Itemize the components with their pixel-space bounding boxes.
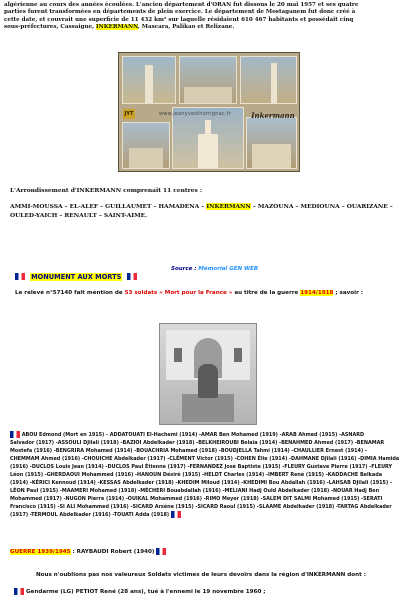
names-line: Salvador (1917) -ASSOULI DJilali (1918) -BAZIOI Abdelkader (1918) -BELKHEIROUBI Belaïa (1914) -BENAHMED Ahmed (1917) -BENAMAR bbox=[10, 440, 385, 447]
postcard-badge: JYT bbox=[124, 111, 134, 117]
postcard-photo-mairie bbox=[246, 117, 297, 169]
intro-text: , Mascara, Palikao et Relizane. bbox=[137, 23, 235, 30]
intro-line: algérienne au cours des années écoulées. L'ancien département d'ORAN fut dissous le 20 mai 1957 et ses quatre bbox=[4, 2, 359, 8]
arrondissement-title: L'Arrondissement d'INKERMANN comprenait 11 centres : bbox=[10, 187, 202, 194]
releve-text: au titre de la guerre bbox=[234, 290, 299, 296]
names-line: Léon (1915) -GHERDAOUI Mohammed (1916) -HANOUN Désiré (1915) -HELDT Charles (1914) -IMBERT René (1915) -KADDACHE Belkada bbox=[10, 472, 383, 479]
names-line: (1914) -KÉRICI Kennoud (1914) -KESSAS Abdelkader (1918) -KHEDIM Miloud (1914) -KHEDIMI Bou Abdallah (1916) -LAHSAB DJilali (1915) - bbox=[10, 480, 392, 487]
intro-paragraph bbox=[4, 2, 409, 31]
releve-text: ; savoir : bbox=[335, 290, 364, 296]
names-text: (1917) -TERMOUL Abdelkader (1916) -TOUATI Adda (1918) bbox=[10, 512, 170, 519]
guerre-1939-label: GUERRE 1939/1945 bbox=[10, 549, 71, 555]
communes-text: AMMI-MOUSSA – EL-ALEF – GUILLAUMET – HAMADENA – bbox=[10, 203, 205, 210]
communes-line: OULED-YAICH – RENAULT – SAINT-AIME. bbox=[10, 211, 148, 219]
french-flag-icon bbox=[14, 588, 24, 595]
postcard-title: Inkermann bbox=[251, 111, 295, 120]
names-line: Mohammed (1917) -NUGON Pierre (1914) -OUIKAL Mohammed (1916) -RIMO Meyer (1918) -SALEM DIT SALMI Mohamed (1915) -SERATI bbox=[10, 496, 383, 503]
names-line: Francisco (1915) -SI ALI Mohammed (1916) -SICARD Arsène (1915) -SICARD Raoul (1915) -SLAAME Abdelkader (1918) -TARTAG Abdelkader bbox=[10, 504, 392, 511]
names-text: ABOU Edmond (Mort en 1915) - ADDATOUATI El-Hachemi (1914) -AMAR Ben Mohamed (1919) -ARAB Ahmed (1915) -ASNARD bbox=[21, 432, 365, 438]
releve-count: 53 soldats bbox=[124, 290, 158, 296]
names-line bbox=[10, 431, 410, 439]
names-line: (1916) -DUCLOS Louis Jean (1914) -DUCLOS Paul Étienne (1917) -FERNANDEZ José Baptiste (1915) -FLEURY Gustave Pierre (1917) -FLEURY bbox=[10, 464, 393, 471]
nous-line: Nous n'oublions pas nos valeureux Soldats victimes de leurs devoirs dans la région d'INKERMANN dont : bbox=[36, 572, 366, 578]
monument-section-header bbox=[15, 266, 410, 281]
intro-line: parties furent transformées en départements de plein exercice. Le département de Mostaganem fut donc créé à bbox=[4, 9, 356, 16]
names-line bbox=[10, 511, 410, 519]
monument-section-label: MONUMENT AUX MORTS bbox=[31, 272, 122, 281]
postcard-watermark: www.jeanyvesthorrignac.fr bbox=[159, 111, 231, 117]
soldiers-names-list bbox=[10, 431, 410, 520]
communes-list bbox=[10, 203, 408, 220]
communes-line bbox=[10, 203, 408, 212]
highlight-inkermann: INKERMANN bbox=[206, 203, 251, 210]
releve-war: 1914/1918 bbox=[300, 290, 334, 296]
guerre-1939-line bbox=[10, 548, 166, 555]
french-flag-icon bbox=[10, 431, 20, 438]
french-flag-icon bbox=[15, 273, 25, 280]
postcard-photo-building bbox=[122, 122, 170, 169]
source-link[interactable]: Mémorial GEN WEB bbox=[198, 266, 259, 272]
french-flag-icon bbox=[171, 511, 181, 518]
source-line bbox=[171, 266, 258, 272]
names-line: Mostefa (1916) -BENGRIRA Mohamed (1914) -BOUACHRIA Mohamed (1918) -BOUDJELLA Tahmi (1914) -CHAULLIER Ernest (1914) - bbox=[10, 448, 367, 455]
postcard-photo-street bbox=[179, 56, 237, 104]
intro-text: sous-préfectures, Cassaigne, bbox=[4, 23, 95, 30]
gendarme-text: Gendarme (LG) PETIOT René (28 ans), tué à l'ennemi le 19 novembre 1960 ; bbox=[25, 589, 266, 595]
inkermann-postcard-image bbox=[118, 52, 300, 172]
releve-mention: « Mort pour la France » bbox=[159, 290, 233, 296]
postcard-photo-square bbox=[240, 56, 297, 104]
intro-line bbox=[4, 24, 409, 31]
gendarme-line bbox=[14, 588, 266, 595]
postcard-photo-monument bbox=[122, 56, 176, 104]
names-line: CHEMMAM Ahmed (1916) -CHOUICHE Abdelkader (1917) -CLÉMENT Victor (1915) -COHEN Élie (1914) -DAHMANE DJilali (1916) -DIMIA Hamida bbox=[10, 456, 400, 463]
french-flag-icon bbox=[156, 548, 166, 555]
guerre-1939-text: : RAYBAUDI Robert (1940) bbox=[72, 549, 155, 555]
intro-line: cette date, et couvrait une superficie de 11 432 km² sur laquelle résidaient 610 467 habitants et possédait cinq bbox=[4, 16, 354, 23]
releve-sentence bbox=[15, 290, 410, 296]
highlight-inkermann: INKERMANN bbox=[95, 23, 138, 30]
releve-text: Le relevé n°57140 fait mention de bbox=[15, 290, 123, 296]
monument-photo bbox=[159, 323, 257, 425]
communes-text: – MAZOUNA – MEDIOUNA – OUARIZANE – bbox=[252, 203, 393, 210]
source-prefix: Source : bbox=[171, 266, 197, 272]
french-flag-icon bbox=[127, 273, 137, 280]
names-line: LÉON Paul (1915) -MAAMERI Mohamed (1918) -MÉCHERI Bouabdallah (1916) -MELIANI Hadj Ould Abdelkader (1918) -NOUAR Hadj Ben bbox=[10, 488, 380, 495]
